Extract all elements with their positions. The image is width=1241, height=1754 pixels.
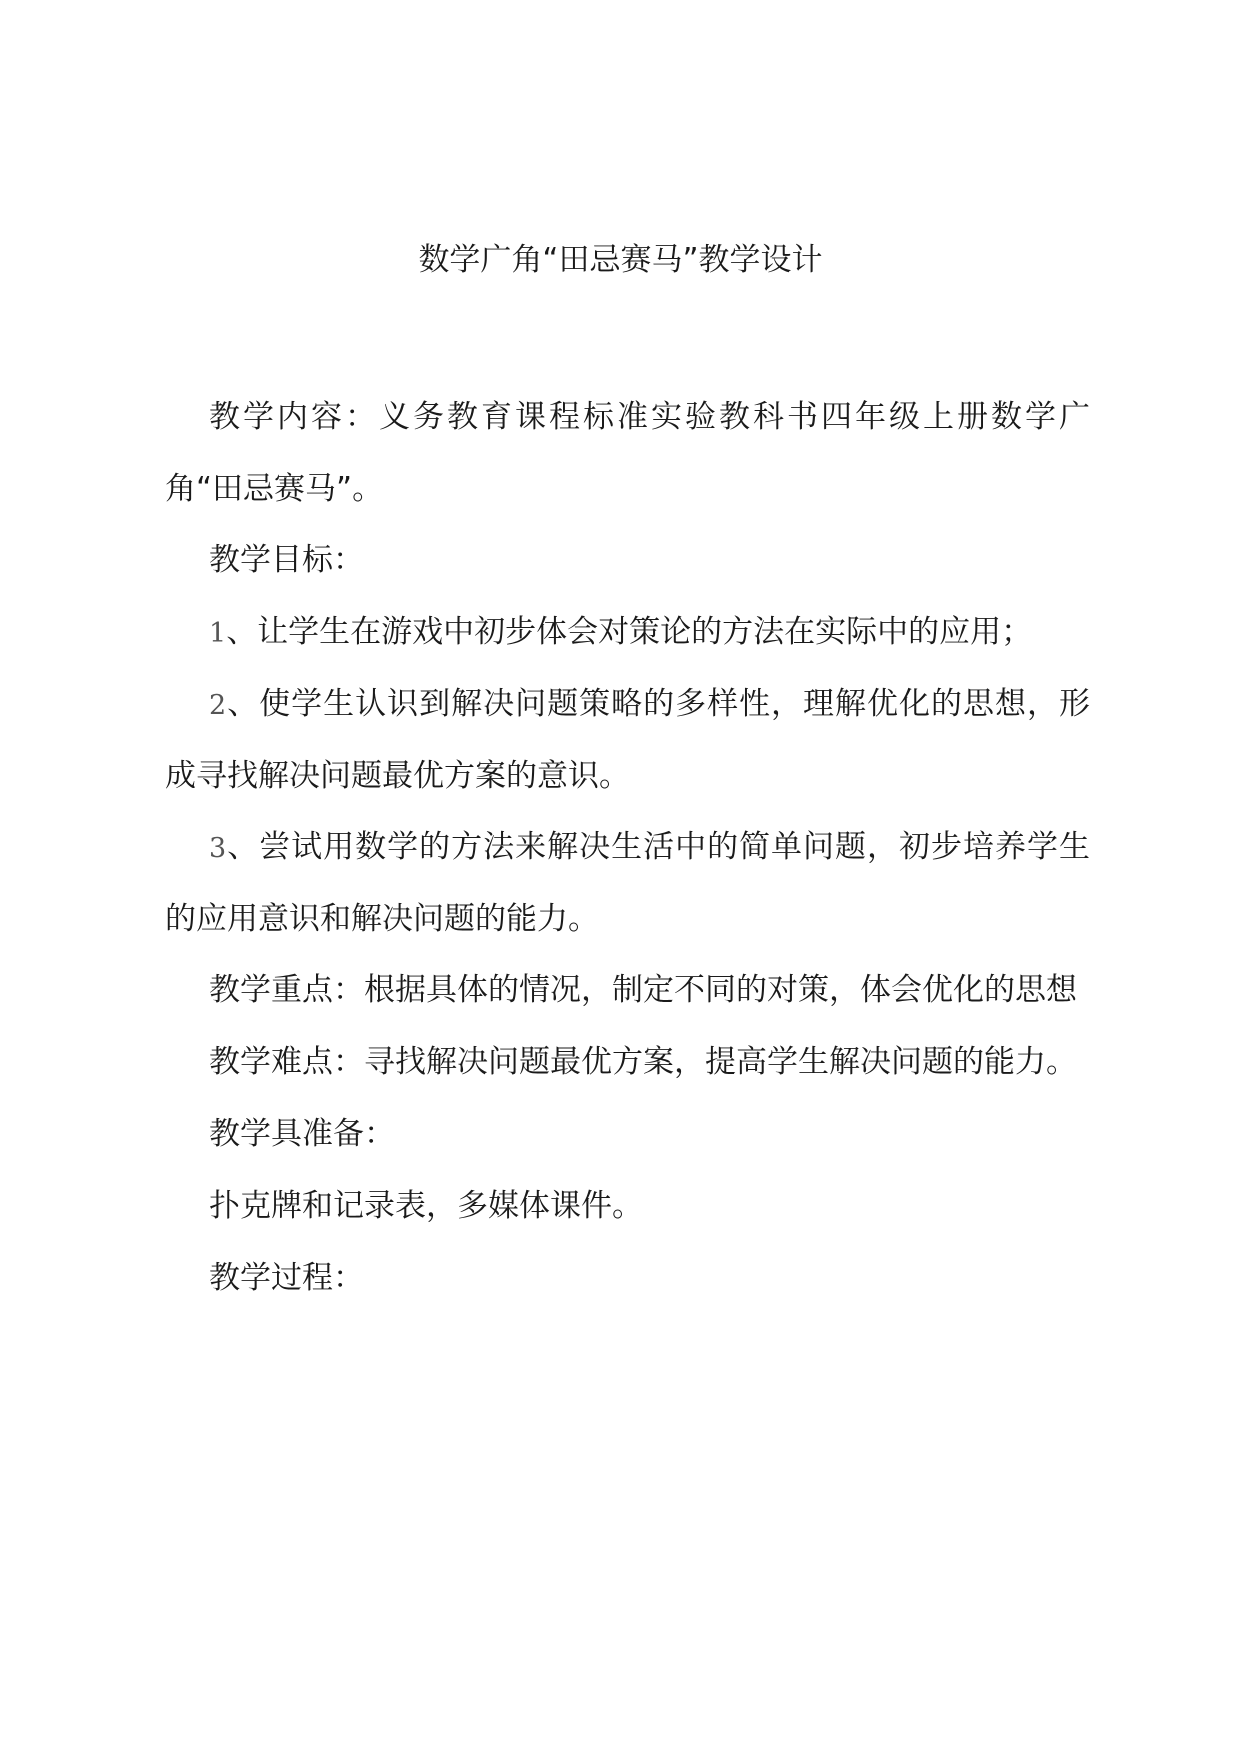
paragraph-process-heading bbox=[165, 1243, 1090, 1315]
paragraph-text: 、使学生认识到解决问题策略的多样性，理解优化的思想，形成寻找解决问题最优方案的意识。 bbox=[165, 686, 1090, 794]
paragraph-number: 2 bbox=[209, 690, 227, 721]
paragraph-materials-heading bbox=[165, 1099, 1090, 1171]
paragraph-text: 教学内容：义务教育课程标准实验教科书四年级上册数学广角“田忌赛马”。 bbox=[165, 399, 1090, 507]
paragraph-text: 教学具准备： bbox=[209, 1116, 395, 1152]
paragraph-number: 3 bbox=[209, 833, 227, 864]
paragraph-text: 教学过程： bbox=[209, 1260, 364, 1296]
paragraph-difficulties bbox=[165, 1027, 1090, 1099]
paragraph-text: 、让学生在游戏中初步体会对策论的方法在实际中的应用； bbox=[226, 614, 1033, 650]
paragraph-content bbox=[165, 382, 1090, 525]
paragraph-objectives-heading bbox=[165, 525, 1090, 597]
paragraph-objective-1 bbox=[165, 597, 1090, 669]
paragraph-key-points bbox=[165, 955, 1090, 1027]
document-body bbox=[165, 382, 1090, 1315]
paragraph-materials bbox=[165, 1171, 1090, 1243]
document-title: 数学广角“田忌赛马”教学设计 bbox=[418, 242, 823, 278]
paragraph-text: 教学目标： bbox=[209, 542, 364, 578]
paragraph-text: 、尝试用数学的方法来解决生活中的简单问题，初步培养学生的应用意识和解决问题的能力。 bbox=[165, 829, 1090, 937]
paragraph-objective-3 bbox=[165, 812, 1090, 955]
paragraph-text: 教学难点：寻找解决问题最优方案，提高学生解决问题的能力。 bbox=[209, 1044, 1077, 1080]
paragraph-number: 1 bbox=[209, 618, 227, 649]
paragraph-text: 扑克牌和记录表，多媒体课件。 bbox=[209, 1188, 643, 1224]
paragraph-objective-2 bbox=[165, 669, 1090, 812]
paragraph-text: 教学重点：根据具体的情况，制定不同的对策，体会优化的思想 bbox=[209, 972, 1077, 1008]
